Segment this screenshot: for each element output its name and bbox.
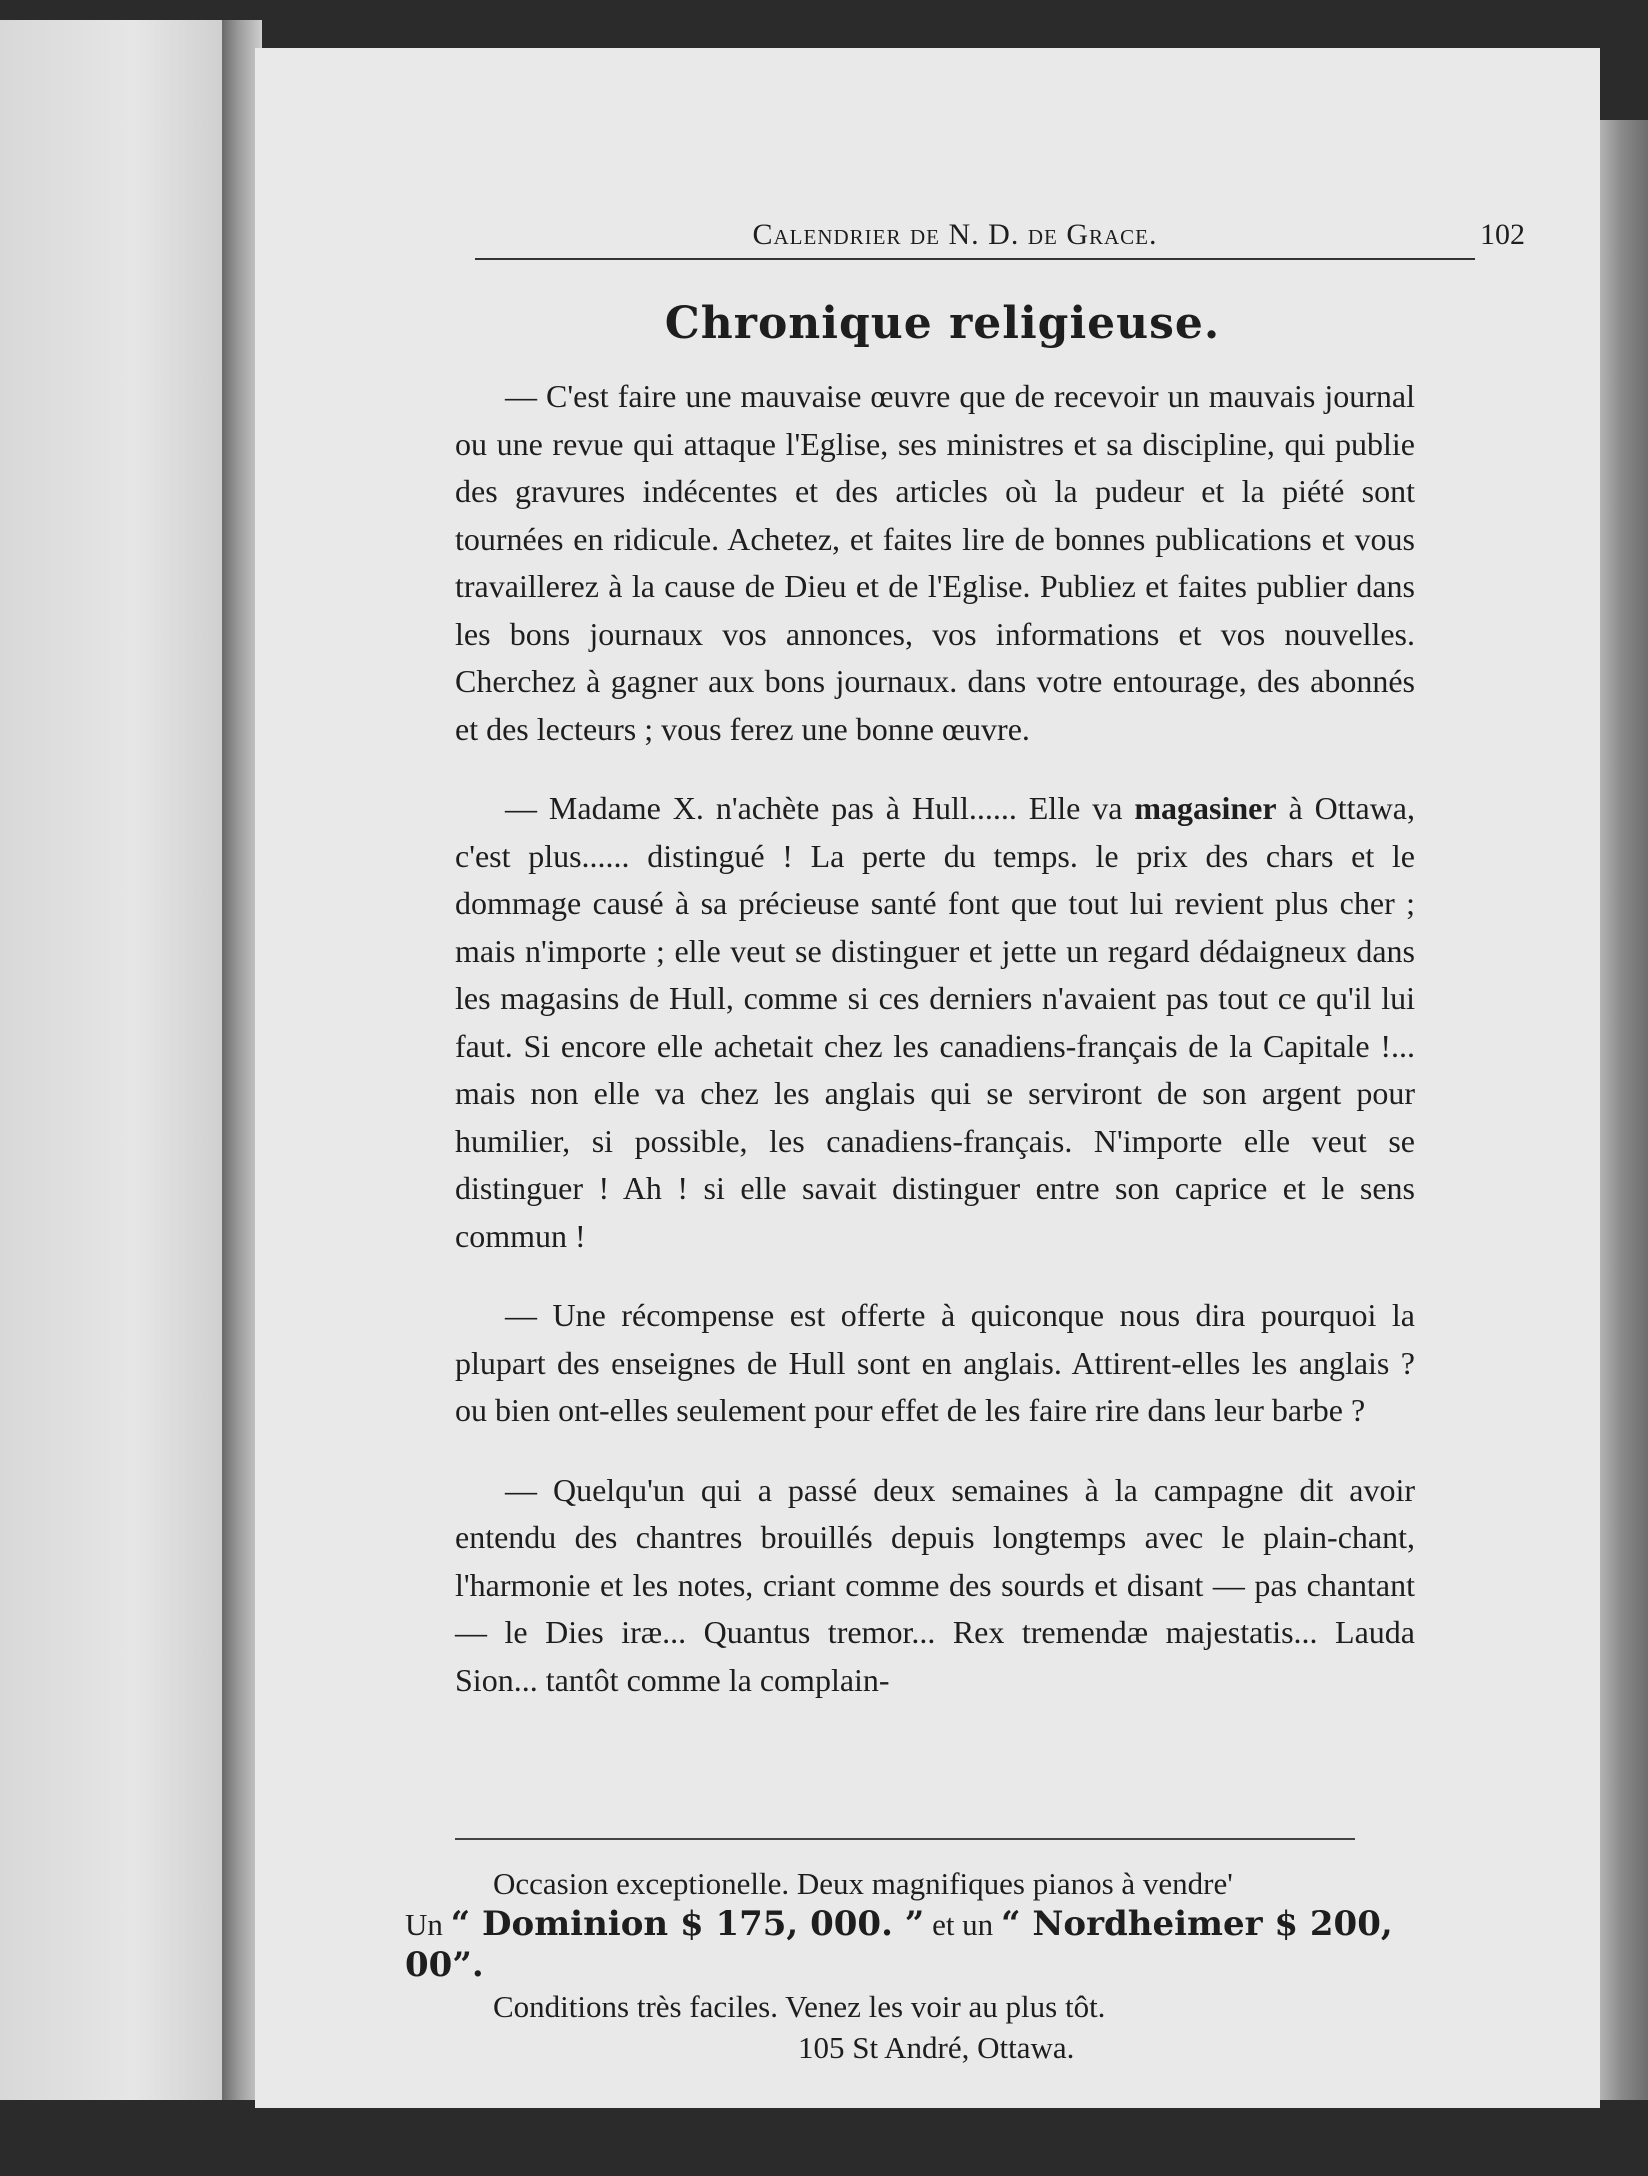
- ad-line: Conditions très faciles. Venez les voir au plus tôt.: [493, 1989, 1106, 2024]
- paragraph: — Quelqu'un qui a passé deux semaines à la campagne dit avoir entendu des chantres brouillés depuis longtemps avec le plain-chant, l'harmonie et les notes, criant comme des sourds et disant — pas chantant — le Dies iræ... Quantus tremor... Rex tremendæ majestatis... Lauda Sion... tantôt comme la complain-: [455, 1471, 1415, 1698]
- ad-item-nordheimer: “ Nordheimer $ 200, 00”.: [405, 1904, 1393, 1985]
- paragraph: — Une récompense est offerte à quiconque nous dira pourquoi la plupart des enseignes de Hull sont en anglais. Attirent-elles les anglais ? ou bien ont-elles seulement pour effet de les faire rire dans leur barbe ?: [455, 1297, 1415, 1428]
- footer-rule: [455, 1838, 1355, 1840]
- running-head: [475, 218, 1525, 258]
- ad-item-dominion: “ Dominion $ 175, 000. ”: [450, 1904, 925, 1944]
- advertisement: [405, 1863, 1405, 2068]
- page-number: 102: [1480, 218, 1525, 251]
- bold-word: magasiner: [1134, 790, 1277, 826]
- right-page-edges: [1595, 120, 1648, 2100]
- paragraph: [455, 785, 1415, 1260]
- ad-line: Occasion exceptionelle. Deux magnifiques pianos à vendre': [493, 1866, 1233, 1901]
- page: [255, 48, 1600, 2108]
- section-heading: Chronique religieuse.: [664, 298, 1221, 349]
- ad-address: 105 St André, Ottawa.: [798, 2030, 1075, 2065]
- paragraph-text: — Madame X. n'achète pas à Hull...... Elle va: [505, 790, 1135, 826]
- ad-line: [405, 1904, 1405, 1986]
- paragraph-text: à Ottawa, c'est plus...... distingué ! La perte du temps. le prix des chars et le dommage causé à sa précieuse santé font que tout lui revient plus cher ; mais n'importe ; elle veut se distinguer et jette un regard dédaigneux dans les magasins de Hull, comme si ces derniers n'avaient pas tout ce qu'il lui faut. Si encore elle achetait chez les canadiens-français de la Capitale !... mais non elle va chez les anglais qui se serviront de son argent pour humilier, si possible, les canadiens-français. N'importe elle veut se distinguer ! Ah ! si elle savait distinguer entre son caprice et le sens commun !: [455, 790, 1416, 1254]
- left-page-edge: [0, 20, 225, 2100]
- header-rule: [475, 258, 1475, 260]
- ad-text: et un: [932, 1907, 994, 1942]
- ad-text: Un: [405, 1907, 443, 1942]
- running-head-title: Calendrier de N. D. de Grace.: [752, 218, 1158, 251]
- paragraph: — C'est faire une mauvaise œuvre que de recevoir un mauvais journal ou une revue qui attaque l'Eglise, ses ministres et sa discipline, qui publie des gravures indécentes et des articles où la pudeur et la piété sont tournées en ridicule. Achetez, et faites lire de bonnes publications et vous travaillerez à la cause de Dieu et de l'Eglise. Publiez et faites publier dans les bons journaux vos annonces, vos informations et vos nouvelles. Cherchez à gagner aux bons journaux. dans votre entourage, des abonnés et des lecteurs ; vous ferez une bonne œuvre.: [455, 378, 1415, 747]
- article-body: [455, 373, 1415, 1736]
